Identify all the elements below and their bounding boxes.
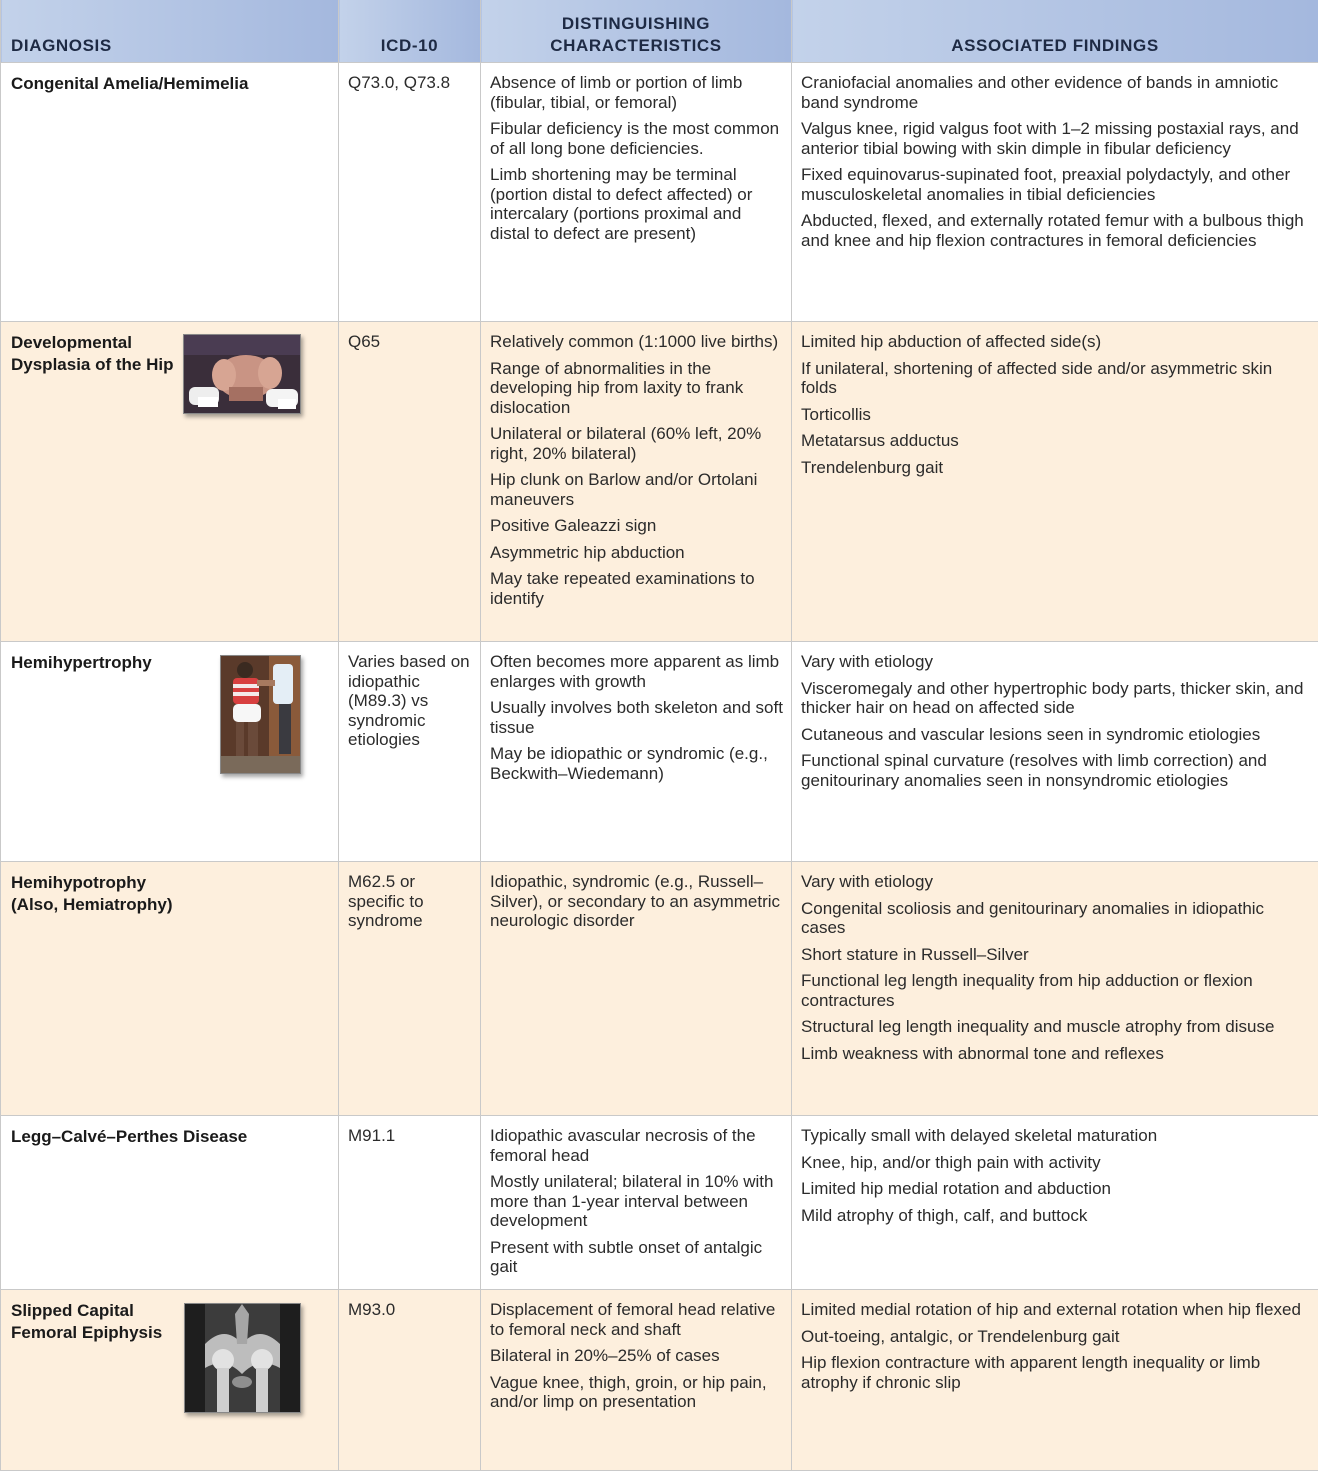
- characteristics-cell: [481, 63, 792, 322]
- finding-item: Structural leg length inequality and muscle atrophy from disuse: [801, 1017, 1310, 1037]
- characteristic-item: Unilateral or bilateral (60% left, 20% right, 20% bilateral): [490, 424, 783, 463]
- diagnosis-name-line: Dysplasia of the Hip: [11, 354, 330, 376]
- finding-item: Trendelenburg gait: [801, 458, 1310, 478]
- finding-item: Limited hip abduction of affected side(s): [801, 332, 1310, 352]
- header-associated-findings: ASSOCIATED FINDINGS: [792, 0, 1318, 63]
- findings-cell: [792, 322, 1318, 642]
- icd-code: Q65: [339, 322, 480, 360]
- diagnosis-cell: [1, 862, 339, 1116]
- characteristic-item: Hip clunk on Barlow and/or Ortolani maneuvers: [490, 470, 783, 509]
- characteristic-item: Absence of limb or portion of limb (fibular, tibial, or femoral): [490, 73, 783, 112]
- diagnosis-name: Legg–Calvé–Perthes Disease: [11, 1126, 330, 1148]
- table-row: [1, 862, 1318, 1116]
- characteristic-item: Fibular deficiency is the most common of all long bone deficiencies.: [490, 119, 783, 158]
- table-row: [1, 642, 1318, 862]
- characteristic-item: Often becomes more apparent as limb enlarges with growth: [490, 652, 783, 691]
- finding-item: Limited hip medial rotation and abduction: [801, 1179, 1310, 1199]
- table-row: [1, 1116, 1318, 1290]
- characteristics-cell: [481, 862, 792, 1116]
- characteristic-item: May be idiopathic or syndromic (e.g., Beckwith–Wiedemann): [490, 744, 783, 783]
- icd-code: M93.0: [339, 1290, 480, 1328]
- table-row: [1, 1290, 1318, 1471]
- header-characteristics-line2: CHARACTERISTICS: [550, 36, 721, 55]
- diagnosis-name: Congenital Amelia/Hemimelia: [11, 73, 330, 95]
- diagnosis-name-line: Hemihypotrophy: [11, 872, 330, 894]
- finding-item: Limb weakness with abnormal tone and reflexes: [801, 1044, 1310, 1064]
- finding-item: Functional leg length inequality from hip adduction or flexion contractures: [801, 971, 1310, 1010]
- child-standing-photo: [220, 655, 301, 774]
- findings-cell: [792, 63, 1318, 322]
- finding-item: Abducted, flexed, and externally rotated femur with a bulbous thigh and knee and hip flexion contractures in femoral deficiencies: [801, 211, 1310, 250]
- icd-code: M91.1: [339, 1116, 480, 1154]
- icd-cell: [339, 642, 481, 862]
- icd-cell: [339, 322, 481, 642]
- diagnosis-name-line: Developmental: [11, 332, 330, 354]
- header-characteristics-line1: DISTINGUISHING: [562, 14, 710, 33]
- characteristic-item: Usually involves both skeleton and soft tissue: [490, 698, 783, 737]
- characteristics-cell: [481, 1290, 792, 1471]
- hip-xray-image: [184, 1303, 301, 1413]
- finding-item: Vary with etiology: [801, 872, 1310, 892]
- finding-item: Fixed equinovarus-supinated foot, preaxial polydactyly, and other musculoskeletal anomalies in tibial deficiencies: [801, 165, 1310, 204]
- characteristic-item: Idiopathic avascular necrosis of the femoral head: [490, 1126, 783, 1165]
- icd-cell: [339, 862, 481, 1116]
- findings-cell: [792, 1116, 1318, 1290]
- characteristic-item: Displacement of femoral head relative to femoral neck and shaft: [490, 1300, 783, 1339]
- characteristics-cell: [481, 1116, 792, 1290]
- characteristic-item: Bilateral in 20%–25% of cases: [490, 1346, 783, 1366]
- findings-cell: [792, 862, 1318, 1116]
- finding-item: Cutaneous and vascular lesions seen in syndromic etiologies: [801, 725, 1310, 745]
- icd-cell: [339, 1116, 481, 1290]
- icd-code: M62.5 or specific to syndrome: [339, 862, 480, 939]
- characteristics-cell: [481, 642, 792, 862]
- characteristic-item: Relatively common (1:1000 live births): [490, 332, 783, 352]
- finding-item: Hip flexion contracture with apparent length inequality or limb atrophy if chronic slip: [801, 1353, 1310, 1392]
- diagnosis-cell: [1, 1116, 339, 1290]
- diagnosis-name-line: Femoral Epiphysis: [11, 1322, 330, 1344]
- diagnosis-cell: [1, 63, 339, 322]
- icd-cell: [339, 1290, 481, 1471]
- characteristic-item: Positive Galeazzi sign: [490, 516, 783, 536]
- icd-code: Q73.0, Q73.8: [339, 63, 480, 101]
- header-characteristics: [481, 0, 792, 63]
- finding-item: Short stature in Russell–Silver: [801, 945, 1310, 965]
- finding-item: Valgus knee, rigid valgus foot with 1–2 missing postaxial rays, and anterior tibial bowing with skin dimple in fibular deficiency: [801, 119, 1310, 158]
- characteristic-item: Idiopathic, syndromic (e.g., Russell–Silver), or secondary to an asymmetric neurologic disorder: [490, 872, 783, 931]
- characteristic-item: Asymmetric hip abduction: [490, 543, 783, 563]
- header-diagnosis: DIAGNOSIS: [1, 0, 339, 63]
- finding-item: Craniofacial anomalies and other evidence of bands in amniotic band syndrome: [801, 73, 1310, 112]
- diagnosis-cell: [1, 322, 339, 642]
- findings-cell: [792, 1290, 1318, 1471]
- finding-item: Typically small with delayed skeletal maturation: [801, 1126, 1310, 1146]
- finding-item: Limited medial rotation of hip and external rotation when hip flexed: [801, 1300, 1310, 1320]
- characteristic-item: Limb shortening may be terminal (portion distal to defect affected) or intercalary (portions proximal and distal to defect are present): [490, 165, 783, 243]
- finding-item: Out-toeing, antalgic, or Trendelenburg gait: [801, 1327, 1310, 1347]
- table-row: [1, 63, 1318, 322]
- diagnosis-name: Hemihypertrophy: [11, 652, 330, 674]
- finding-item: Congenital scoliosis and genitourinary anomalies in idiopathic cases: [801, 899, 1310, 938]
- header-row: [1, 0, 1318, 63]
- characteristics-cell: [481, 322, 792, 642]
- icd-cell: [339, 63, 481, 322]
- finding-item: Mild atrophy of thigh, calf, and buttock: [801, 1206, 1310, 1226]
- header-icd10: ICD-10: [339, 0, 481, 63]
- findings-cell: [792, 642, 1318, 862]
- characteristic-item: May take repeated examinations to identify: [490, 569, 783, 608]
- icd-code: Varies based on idiopathic (M89.3) vs syndromic etiologies: [339, 642, 480, 758]
- infant-hip-photo: [183, 334, 301, 414]
- finding-item: Torticollis: [801, 405, 1310, 425]
- diagnosis-cell: [1, 1290, 339, 1471]
- finding-item: Vary with etiology: [801, 652, 1310, 672]
- diagnosis-name-line: (Also, Hemiatrophy): [11, 894, 330, 916]
- table-row: [1, 322, 1318, 642]
- finding-item: Metatarsus adductus: [801, 431, 1310, 451]
- characteristic-item: Mostly unilateral; bilateral in 10% with more than 1-year interval between development: [490, 1172, 783, 1231]
- characteristic-item: Vague knee, thigh, groin, or hip pain, and/or limp on presentation: [490, 1373, 783, 1412]
- finding-item: Visceromegaly and other hypertrophic body parts, thicker skin, and thicker hair on head on affected side: [801, 679, 1310, 718]
- characteristic-item: Range of abnormalities in the developing hip from laxity to frank dislocation: [490, 359, 783, 418]
- finding-item: Functional spinal curvature (resolves with limb correction) and genitourinary anomalies seen in nonsyndromic etiologies: [801, 751, 1310, 790]
- finding-item: If unilateral, shortening of affected side and/or asymmetric skin folds: [801, 359, 1310, 398]
- diagnosis-cell: [1, 642, 339, 862]
- diagnosis-name-line: Slipped Capital: [11, 1300, 330, 1322]
- finding-item: Knee, hip, and/or thigh pain with activity: [801, 1153, 1310, 1173]
- characteristic-item: Present with subtle onset of antalgic gait: [490, 1238, 783, 1277]
